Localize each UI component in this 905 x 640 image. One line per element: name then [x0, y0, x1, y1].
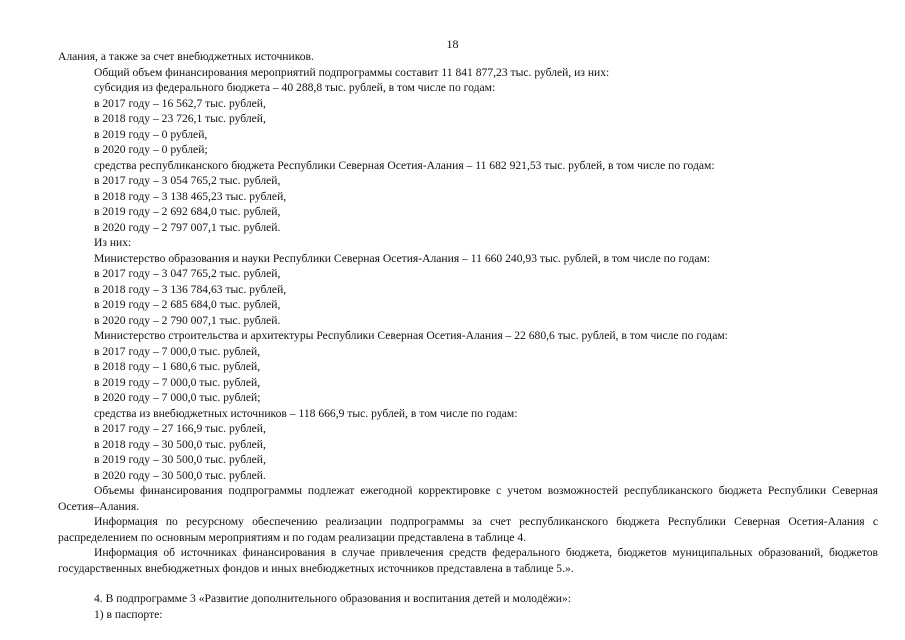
document-body	[58, 49, 878, 622]
text-line: в 2018 году – 1 680,6 тыс. рублей,	[94, 360, 261, 373]
section-heading: 4. В подпрограмме 3 «Развитие дополнительного образования и воспитания детей и молодёжи»:	[94, 592, 572, 605]
text-line: в 2020 году – 0 рублей;	[94, 143, 208, 156]
text-line: в 2018 году – 3 136 784,63 тыс. рублей,	[94, 282, 287, 296]
text-line: в 2017 году – 27 166,9 тыс. рублей,	[94, 422, 266, 435]
paragraph-spacer	[58, 576, 878, 591]
text-line: в 2019 году – 2 685 684,0 тыс. рублей,	[94, 298, 281, 311]
text-line: в 2020 году – 30 500,0 тыс. рублей.	[94, 468, 266, 482]
text-line: в 2017 году – 3 047 765,2 тыс. рублей,	[94, 267, 281, 280]
text-line: в 2018 году – 23 726,1 тыс. рублей,	[94, 112, 266, 125]
text-line: в 2019 году – 7 000,0 тыс. рублей,	[94, 375, 261, 389]
paragraph: Информация об источниках финансирования в случае привлечения средств федерального бюджета, бюджетов муниципальных образований, бюджетов государственных внебюджетных фондов и иных внебюджетных источников представлена в таблице 5.».	[58, 546, 878, 575]
text-line: Общий объем финансирования мероприятий подпрограммы составит 11 841 877,23 тыс. рублей, из них:	[94, 65, 610, 79]
page-number: 18	[446, 37, 459, 51]
text-line: Министерство строительства и архитектуры Республики Северная Осетия-Алания – 22 680,6 тыс. рублей, в том числе по годам:	[94, 329, 728, 342]
text-line: в 2019 году – 30 500,0 тыс. рублей,	[94, 453, 266, 466]
text-line: субсидия из федерального бюджета – 40 288,8 тыс. рублей, в том числе по годам:	[94, 81, 496, 94]
text-line: в 2020 году – 2 797 007,1 тыс. рублей.	[94, 220, 281, 234]
text-line: средства из внебюджетных источников – 118 666,9 тыс. рублей, в том числе по годам:	[94, 406, 518, 420]
text-line: в 2017 году – 7 000,0 тыс. рублей,	[94, 344, 261, 358]
text-line: в 2020 году – 2 790 007,1 тыс. рублей.	[94, 313, 281, 327]
text-line: в 2019 году – 0 рублей,	[94, 127, 208, 141]
text-line: в 2018 году – 30 500,0 тыс. рублей,	[94, 437, 266, 451]
paragraph: Объемы финансирования подпрограммы подлежат ежегодной корректировке с учетом возможностей республиканского бюджета Республики Северная Осетия–Алания.	[58, 484, 878, 513]
text-line: 1) в паспорте:	[94, 607, 163, 621]
text-line: в 2019 году – 2 692 684,0 тыс. рублей,	[94, 205, 281, 218]
text-line: Алания, а также за счет внебюджетных источников.	[58, 50, 314, 63]
text-line: средства республиканского бюджета Республики Северная Осетия-Алания – 11 682 921,53 тыс. рублей, в том числе по годам:	[94, 158, 715, 172]
text-line: в 2017 году – 3 054 765,2 тыс. рублей,	[94, 174, 281, 187]
text-line: в 2017 году – 16 562,7 тыс. рублей,	[94, 96, 266, 110]
text-line: Министерство образования и науки Республики Северная Осетия-Алания – 11 660 240,93 тыс. рублей, в том числе по годам:	[94, 251, 711, 265]
text-line: в 2018 году – 3 138 465,23 тыс. рублей,	[94, 189, 287, 203]
text-line: Из них:	[94, 236, 132, 249]
text-line: в 2020 году – 7 000,0 тыс. рублей;	[94, 391, 261, 404]
paragraph: Информация по ресурсному обеспечению реализации подпрограммы за счет республиканского бюджета Республики Северная Осетия-Алания с распределением по основным мероприятиям и по годам реализации представлена в таблице 4.	[58, 515, 878, 544]
